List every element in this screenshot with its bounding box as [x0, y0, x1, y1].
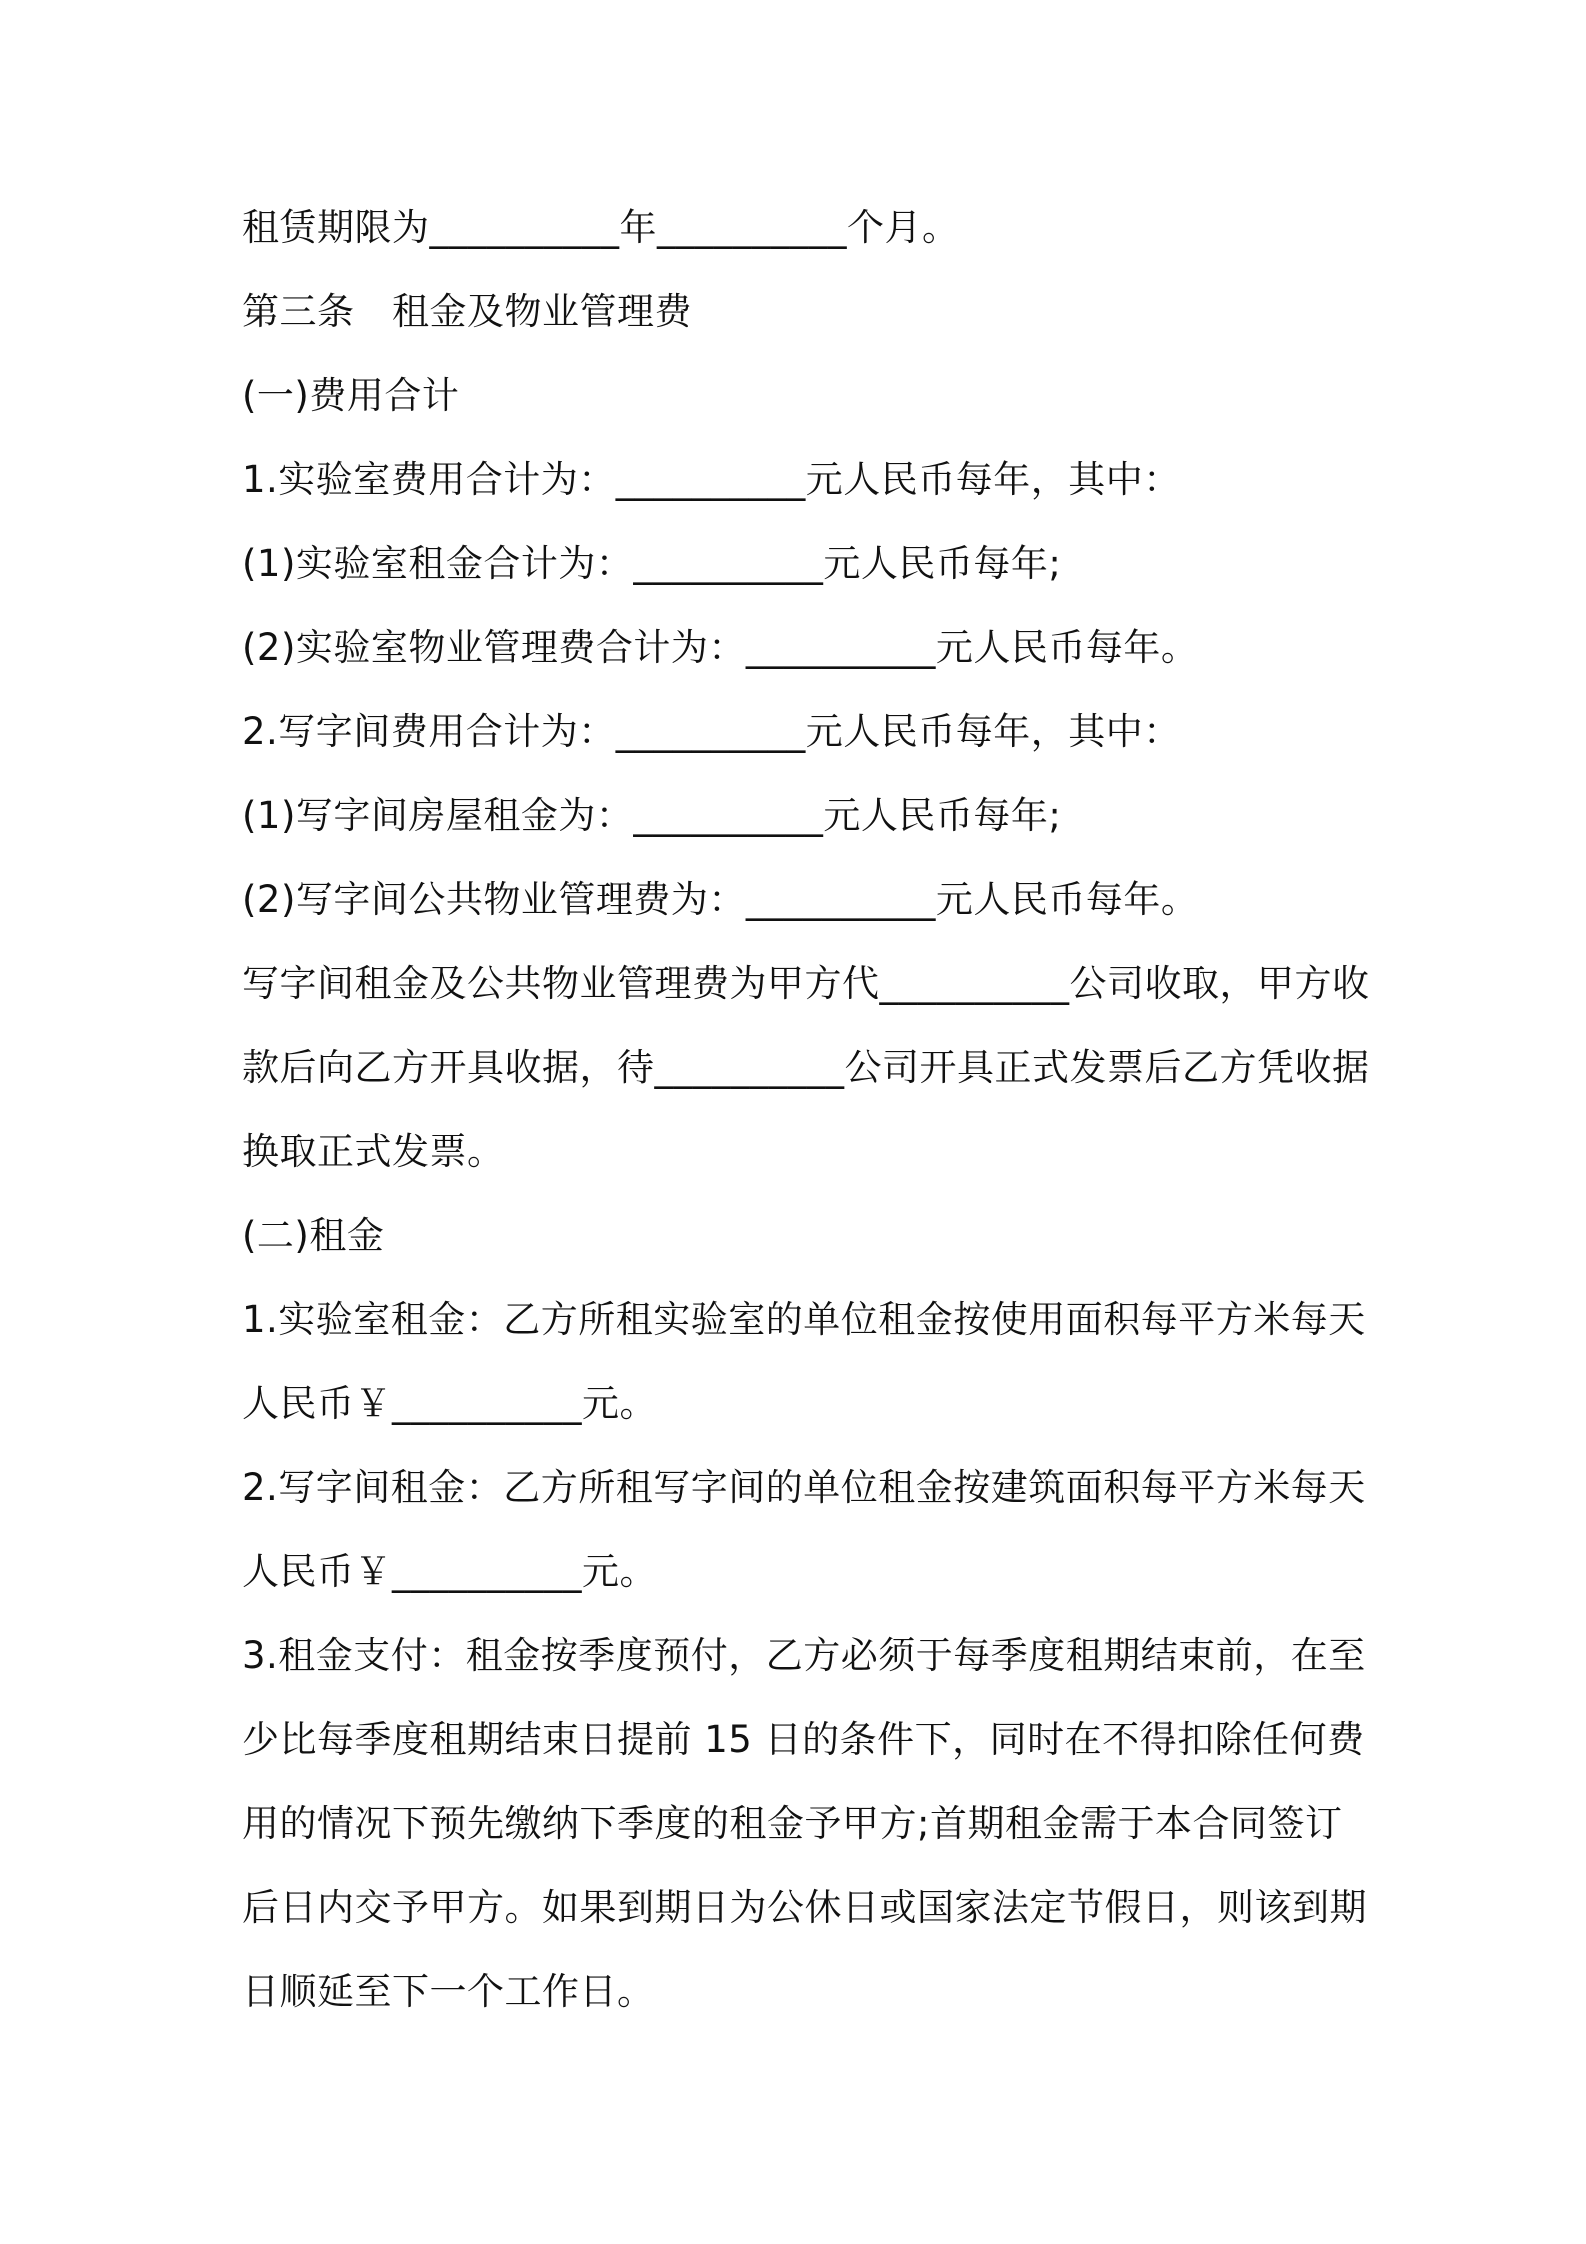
rent-payment-line-5: 日顺延至下一个工作日。: [242, 1970, 655, 2013]
office-rent-line-2: 人民币￥__________元。: [242, 1550, 657, 1593]
office-property-fee-line: (2)写字间公共物业管理费为：__________元人民币每年。: [242, 878, 1199, 921]
article-three-heading: 第三条 租金及物业管理费: [242, 290, 692, 333]
lab-property-fee-line: (2)实验室物业管理费合计为：__________元人民币每年。: [242, 626, 1199, 669]
section-rent-heading: (二)租金: [242, 1214, 385, 1257]
lab-rent-line-2: 人民币￥__________元。: [242, 1382, 657, 1425]
collection-paragraph-line-1: 写字间租金及公共物业管理费为甲方代__________公司收取，甲方收: [242, 962, 1370, 1005]
lab-rent-total-line: (1)实验室租金合计为：__________元人民币每年;: [242, 542, 1062, 585]
rent-payment-line-1: 3.租金支付：租金按季度预付，乙方必须于每季度租期结束前，在至: [242, 1634, 1366, 1677]
rent-payment-line-4: 后日内交予甲方。如果到期日为公休日或国家法定节假日，则该到期: [242, 1886, 1367, 1929]
lease-term-line: 租赁期限为__________年__________个月。: [242, 206, 960, 249]
office-rent-line-1: 2.写字间租金：乙方所租写字间的单位租金按建筑面积每平方米每天: [242, 1466, 1366, 1509]
lab-fee-total-line: 1.实验室费用合计为：__________元人民币每年，其中：: [242, 458, 1181, 501]
office-rent-line: (1)写字间房屋租金为：__________元人民币每年;: [242, 794, 1062, 837]
lab-rent-line-1: 1.实验室租金：乙方所租实验室的单位租金按使用面积每平方米每天: [242, 1298, 1366, 1341]
collection-paragraph-line-2: 款后向乙方开具收据，待__________公司开具正式发票后乙方凭收据: [242, 1046, 1370, 1089]
rent-payment-line-3: 用的情况下预先缴纳下季度的租金予甲方;首期租金需于本合同签订: [242, 1802, 1343, 1845]
office-fee-total-line: 2.写字间费用合计为：__________元人民币每年，其中：: [242, 710, 1181, 753]
section-fee-total-heading: (一)费用合计: [242, 374, 460, 417]
collection-paragraph-line-3: 换取正式发票。: [242, 1130, 505, 1173]
rent-payment-line-2: 少比每季度租期结束日提前 15 日的条件下，同时在不得扣除任何费: [242, 1718, 1365, 1761]
